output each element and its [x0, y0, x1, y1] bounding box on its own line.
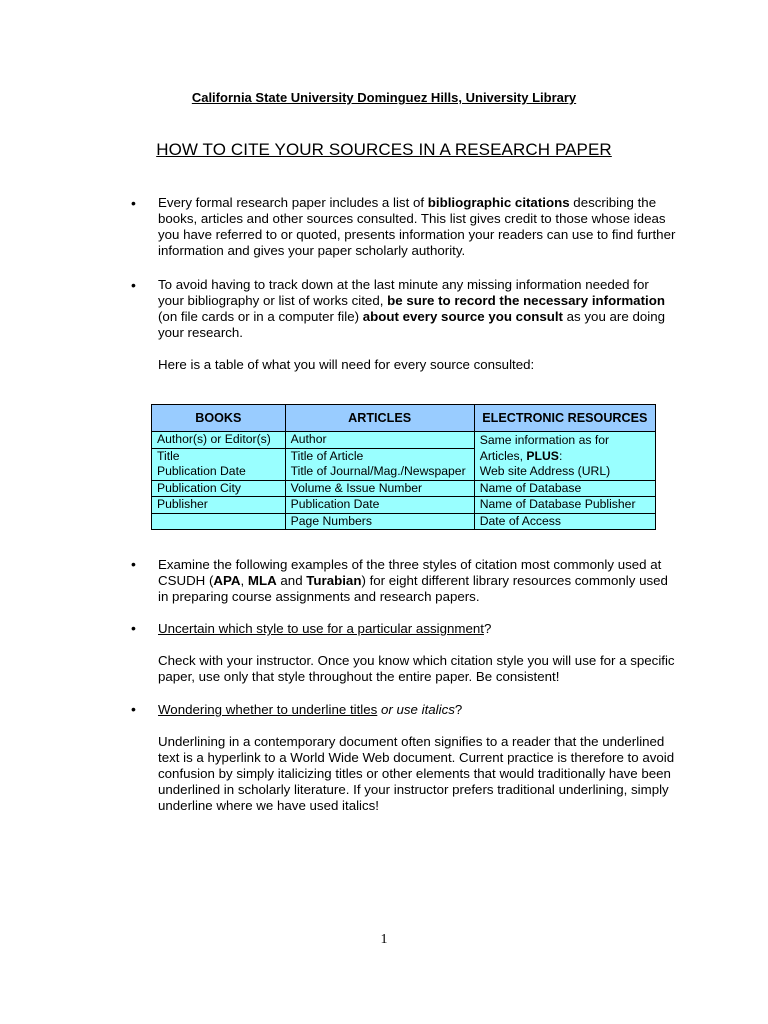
- table-cell: Date of Access: [474, 513, 655, 530]
- page-number: 1: [380, 932, 388, 947]
- text-segment: ?: [483, 621, 492, 636]
- bold-term: PLUS: [526, 448, 559, 463]
- italic-text: or use italics: [377, 702, 455, 717]
- table-cell: Author: [285, 432, 474, 449]
- page-title: HOW TO CITE YOUR SOURCES IN A RESEARCH PAPER: [156, 140, 612, 159]
- bullet-underline-italics: [158, 702, 678, 814]
- style-mla: MLA: [247, 573, 277, 588]
- header-books: BOOKS: [152, 405, 286, 432]
- table-cell: Publisher: [152, 497, 286, 514]
- answer-text: Check with your instructor. Once you know which citation style you will use for a specific paper, use only that style throughout the entire paper. Be consistent!: [158, 653, 675, 684]
- bullet-marker: •: [131, 620, 136, 636]
- table-cell: Volume & Issue Number: [285, 480, 474, 497]
- bullet-marker: •: [131, 195, 136, 211]
- table-intro: Here is a table of what you will need for every source consulted:: [158, 357, 535, 372]
- table-cell: Name of Database Publisher: [474, 497, 655, 514]
- table-cell: Title of Article: [285, 448, 474, 464]
- answer-text: Underlining in a contemporary document often signifies to a reader that the underlined text is a hyperlink to a World Wide Web document. Current practice is therefore to avoid confusion by simply italicizing titles or other elements that would traditionally have been underlined in scholarly literature. If your instructor prefers traditional underlining, simply underline where we have used italics!: [158, 734, 675, 813]
- bullet-which-style: [158, 621, 678, 685]
- table-cell: Same information as for: [474, 432, 655, 449]
- bold-term: about every source you consult: [362, 309, 563, 324]
- table-cell: Title: [152, 448, 286, 464]
- text-segment: ,: [240, 573, 248, 588]
- style-turabian: Turabian: [306, 573, 362, 588]
- bullet-marker: •: [131, 277, 136, 293]
- table-cell: Publication City: [152, 480, 286, 497]
- bullet-marker: •: [131, 556, 136, 572]
- text-segment: To avoid having to track down at the last minute any missing information needed for your bibliography or list of works cited,: [158, 277, 649, 308]
- bullet-bibliographic-citations: [158, 195, 678, 259]
- text-segment: and: [276, 573, 307, 588]
- table-cell: [152, 513, 286, 530]
- source-info-table: [151, 404, 656, 530]
- bold-term: be sure to record the necessary information: [387, 293, 665, 308]
- table-cell: Page Numbers: [285, 513, 474, 530]
- table-cell: [474, 448, 655, 464]
- underlined-question: Wondering whether to underline titles: [158, 702, 378, 717]
- table-cell: Publication Date: [152, 464, 286, 480]
- bullet-marker: •: [131, 701, 136, 717]
- text-segment: (on file cards or in a computer file): [158, 309, 363, 324]
- text-segment: ) for eight different library resources commonly used in preparing course assignments and research papers.: [158, 573, 668, 604]
- bullet-record-information: [158, 277, 678, 373]
- text-segment: Every formal research paper includes a list of: [158, 195, 428, 210]
- text-segment: Examine the following examples of the three styles of citation most commonly used at CSUDH (: [158, 557, 662, 588]
- table-cell: Name of Database: [474, 480, 655, 497]
- text-segment: as you are doing your research.: [158, 309, 665, 340]
- underlined-question: Uncertain which style to use for a particular assignment: [158, 621, 484, 636]
- table-cell: Publication Date: [285, 497, 474, 514]
- table-cell: Author(s) or Editor(s): [152, 432, 286, 449]
- bullet-citation-styles: [158, 557, 678, 605]
- library-header: California State University Dominguez Hills, University Library: [191, 90, 577, 105]
- bold-term: bibliographic citations: [427, 195, 570, 210]
- text-segment: :: [558, 448, 563, 463]
- text-segment: describing the books, articles and other sources consulted. This list gives credit to those whose ideas you have referred to or quoted, presents information your readers can use to find further information and gives your paper scholarly authority.: [158, 195, 676, 258]
- header-electronic: ELECTRONIC RESOURCES: [474, 405, 655, 432]
- table-cell: Web site Address (URL): [474, 464, 655, 480]
- table-cell: Title of Journal/Mag./Newspaper: [285, 464, 474, 480]
- text-segment: ?: [454, 702, 463, 717]
- text-segment: Articles,: [479, 448, 527, 463]
- header-articles: ARTICLES: [285, 405, 474, 432]
- style-apa: APA: [213, 573, 241, 588]
